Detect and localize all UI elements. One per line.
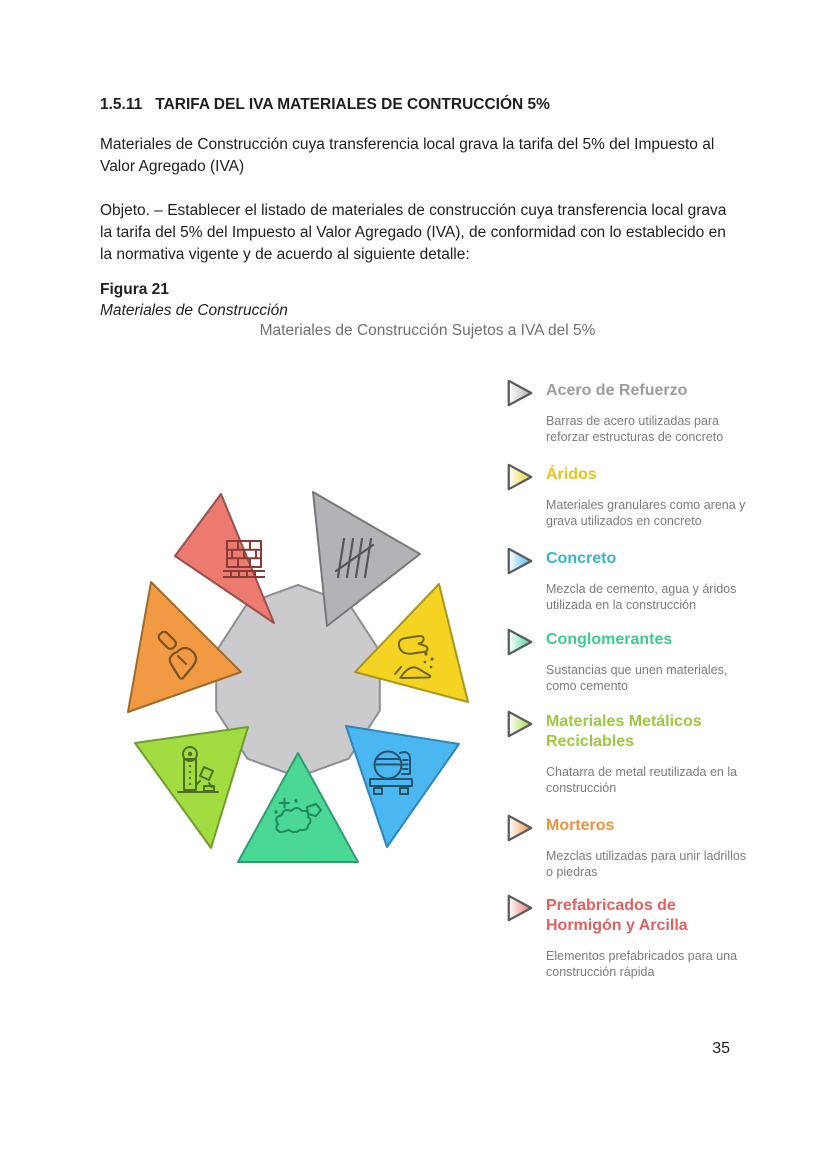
section-title: TARIFA DEL IVA MATERIALES DE CONTRUCCIÓN 5%: [155, 96, 550, 113]
arrow-right-icon: [505, 627, 535, 657]
object-paragraph: Objeto. – Establecer el listado de materiales de construcción cuya transferencia local grava la tarifa del 5% del Impuesto al Valor Agregado (IVA), de conformidad con lo establecido en la normativa vigente y de acuerdo al siguiente detalle:: [100, 202, 727, 263]
legend-item-title: Conglomerantes: [546, 631, 673, 648]
legend-item-description: Chatarra de metal reutilizada en la construcción: [546, 765, 738, 795]
legend-item-title: Morteros: [546, 817, 615, 834]
legend-item-description: Barras de acero utilizadas para reforzar estructuras de concreto: [546, 414, 724, 444]
legend-item-title: Materiales Metálicos Reciclables: [546, 713, 702, 750]
figure-title: Materiales de Construcción Sujetos a IVA del 5%: [259, 322, 596, 339]
legend-item-conglomerantes: [505, 627, 751, 694]
legend-item-prefabricados: [505, 893, 751, 980]
legend-item-description: Sustancias que unen materiales, como cemento: [546, 663, 728, 693]
legend-item-title: Áridos: [546, 466, 597, 483]
legend-item-morteros: [505, 813, 751, 880]
arrow-right-icon: [505, 462, 535, 492]
section-heading: [100, 96, 550, 114]
legend-item-title: Prefabricados de Hormigón y Arcilla: [546, 897, 688, 934]
legend-item-materiales-metalicos: [505, 709, 751, 796]
legend-item-description: Elementos prefabricados para una construcción rápida: [546, 949, 738, 979]
figure-label: Figura 21: [100, 281, 169, 298]
triangle-materiales-metalicos: [135, 727, 248, 848]
arrow-right-icon: [505, 893, 535, 923]
figure-caption: Materiales de Construcción: [100, 302, 288, 319]
legend: [505, 0, 805, 1010]
legend-item-description: Mezclas utilizadas para unir ladrillos o piedras: [546, 849, 747, 879]
legend-item-acero: [505, 378, 751, 445]
intro-paragraph: Materiales de Construcción cuya transferencia local grava la tarifa del 5% del Impuesto al Valor Agregado (IVA): [100, 136, 715, 175]
arrow-right-icon: [505, 709, 535, 739]
legend-item-description: Materiales granulares como arena y grava utilizados en concreto: [546, 498, 746, 528]
legend-item-concreto: [505, 546, 751, 613]
materials-diagram: [105, 450, 505, 890]
arrow-right-icon: [505, 813, 535, 843]
legend-item-title: Acero de Refuerzo: [546, 382, 688, 399]
legend-item-title: Concreto: [546, 550, 617, 567]
section-number: 1.5.11: [100, 96, 143, 113]
legend-item-aridos: [505, 462, 751, 529]
page-number: 35: [712, 1040, 730, 1057]
arrow-right-icon: [505, 378, 535, 408]
triangle-acero-de-refuerzo: [313, 492, 420, 626]
arrow-right-icon: [505, 546, 535, 576]
legend-item-description: Mezcla de cemento, agua y áridos utilizada en la construcción: [546, 582, 737, 612]
